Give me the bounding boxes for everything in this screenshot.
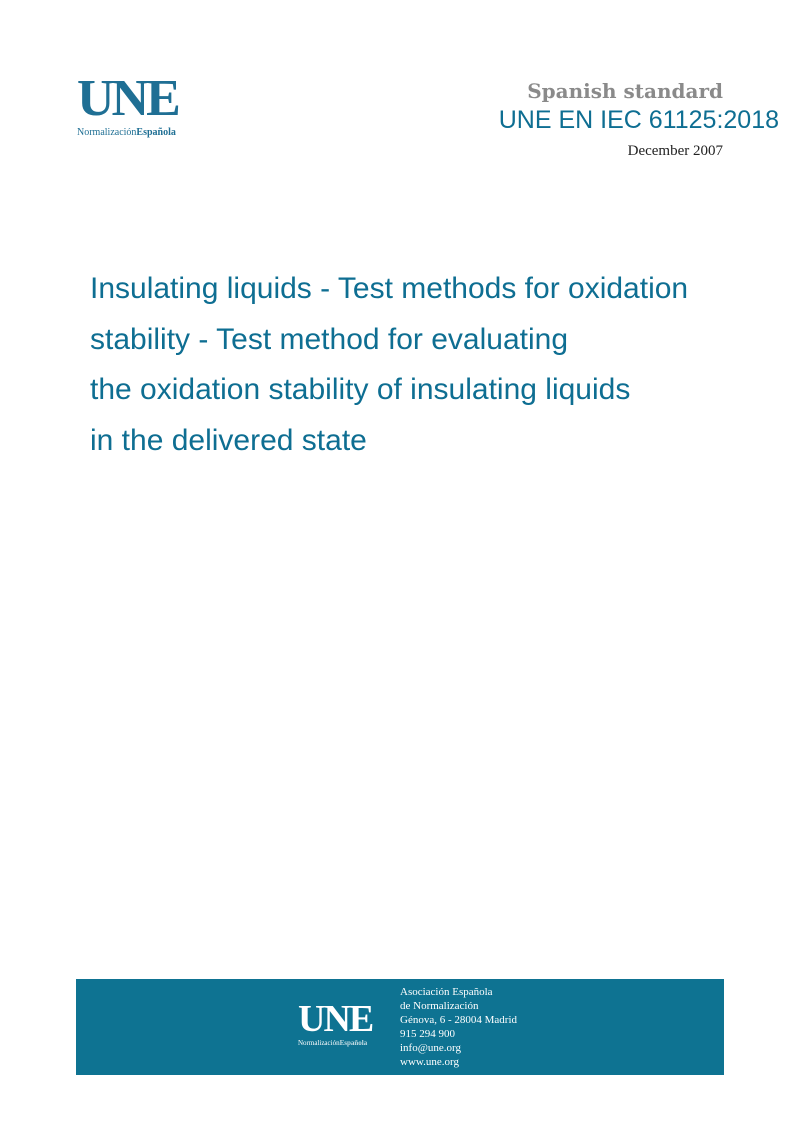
standard-header: [363, 78, 779, 162]
footer-address: [400, 985, 517, 1069]
standard-label: Spanish standard: [527, 79, 723, 103]
logo-sub-bold: Española: [136, 127, 176, 138]
title-line: in the delivered state: [90, 423, 367, 457]
standard-date: December 2007: [627, 143, 723, 159]
address-line: Asociación Española: [400, 986, 493, 998]
une-logo-subtitle: [77, 127, 197, 138]
footer-logo-mark: UNE: [298, 998, 373, 1040]
footer-une-logo: [298, 998, 388, 1047]
address-line: de Normalización: [400, 1000, 479, 1012]
une-logo: [77, 70, 197, 145]
footer-logo-sub-regular: Normalización: [298, 1039, 340, 1047]
footer-band: [76, 979, 724, 1075]
footer-logo-subtitle: [298, 1039, 388, 1047]
title-line: the oxidation stability of insulating liquids: [90, 373, 631, 406]
phone-number: 915 294 900: [400, 1028, 455, 1040]
document-title: [90, 264, 750, 466]
title-line: Insulating liquids - Test methods for oxidation: [90, 272, 689, 305]
standard-code: UNE EN IEC 61125:2018: [498, 106, 779, 134]
footer-logo-sub-bold: Española: [339, 1039, 368, 1047]
website-link[interactable]: www.une.org: [400, 1056, 459, 1068]
email-link[interactable]: info@une.org: [400, 1042, 461, 1054]
address-line: Génova, 6 - 28004 Madrid: [400, 1014, 518, 1026]
title-line: stability - Test method for evaluating: [90, 322, 569, 356]
logo-sub-regular: Normalización: [77, 127, 137, 138]
une-logo-mark: UNE: [77, 70, 178, 127]
